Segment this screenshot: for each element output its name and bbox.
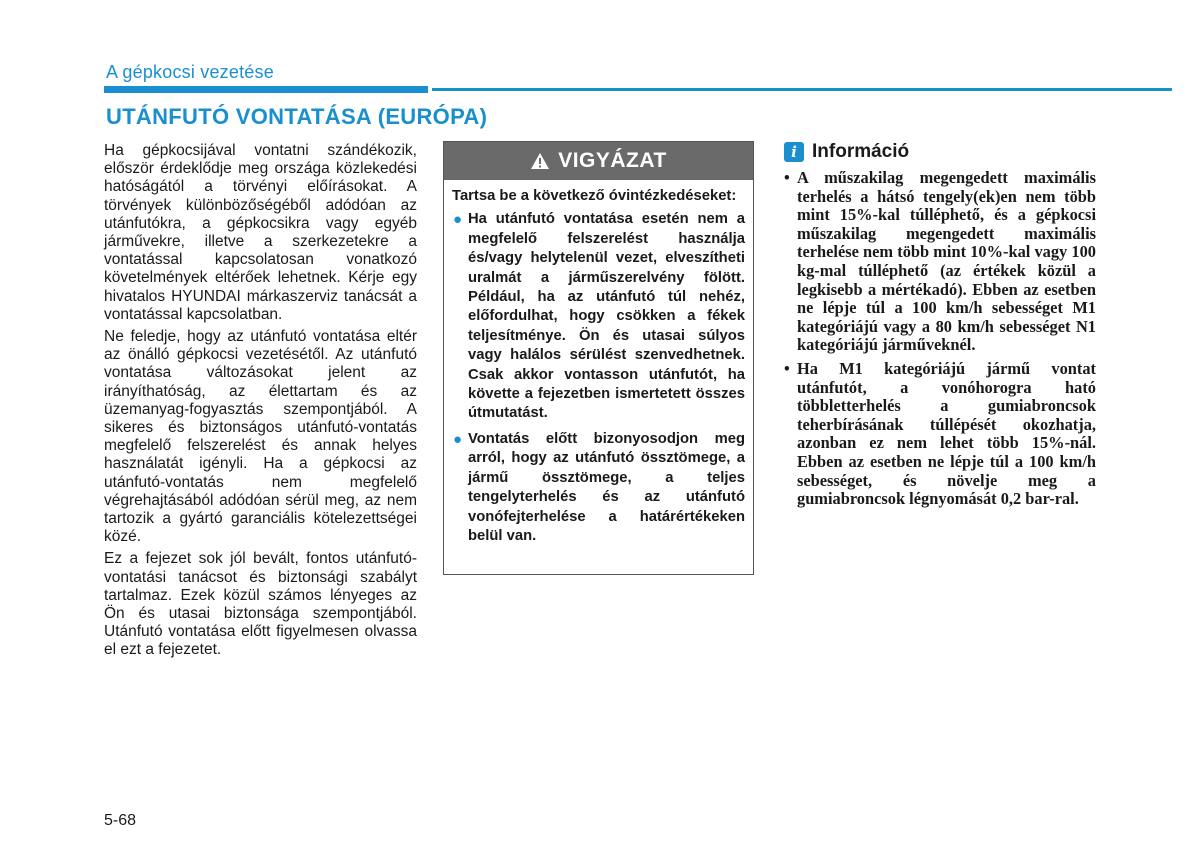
bullet-icon: • — [784, 168, 790, 187]
caution-item-text: Ha utánfutó vontatása esetén nem a megfelelő felszerelést használja és/vagy helytelenül vezet, elveszítheti uralmát a járműszerelvény fölött. Például, ha az utánfutó túl nehéz, előfordulhat, hogy csökken a fékek teljesítménye. Ön és utasai súlyos vagy halálos sérülést szenvedhetnek. Csak akkor vontasson utánfutót, ha követte a fejezetben ismertetett összes útmutatást. — [468, 211, 745, 422]
body-paragraph: Ne feledje, hogy az utánfutó vontatása eltér az önálló gépkocsi vezetésétől. Az utánfutó vontatása változásokat jelent az irányíthatóság, az élettartam és az üzemanyag-fogyasztás szempontjából. A sikeres és biztonságos utánfutó-vontatás megfelelő felszerelést és annak helyes használatát igényli. Ha a gépkocsi az utánfutó-vontatás nem megfelelő végrehajtásából adódóan sérül meg, az nem tartozik a gyártó garanciális kötelezettségei közé. — [104, 328, 417, 546]
header-divider-line — [432, 88, 1172, 91]
caution-item-text: Vontatás előtt bizonyosodjon meg arról, hogy az utánfutó össztömege, a jármű össztömege, a teljes tengelyterhelés és az utánfutó vonófejterhelése a határértékeken belül van. — [468, 430, 745, 544]
info-section — [784, 141, 1096, 514]
chapter-title: A gépkocsi vezetése — [106, 62, 274, 82]
bullet-icon: ● — [453, 430, 463, 448]
info-header — [784, 141, 1096, 163]
info-item-text: Ha M1 kategóriájú jármű vontat utánfutót, a vonóhorogra ható többletterhelés a gumiabroncsok teherbírásának túllépését okozhatja, azonban ez nem lehet több 15%-nál. Ebben az esetben ne lépje túl a 100 km/h sebességet, és növelje meg a gumiabroncsok légnyomását 0,2 bar-ral. — [797, 358, 1096, 509]
caution-title: VIGYÁZAT — [558, 149, 667, 172]
caution-list — [452, 210, 745, 546]
caution-body — [444, 180, 753, 546]
body-text-column — [104, 142, 417, 664]
body-paragraph: Ha gépkocsijával vontatni szándékozik, először érdeklődje meg országa közlekedési hatóságától a törvényi előírásokat. A törvények különbözőségéből adódóan az utánfutókra, a gépkocsikra vagy egyéb járművekre, illetve a szerkezetekre a vontatással kapcsolatosan vonatkozó követelmények eltérőek lehetnek. Kérje egy hivatalos HYUNDAI márkaszerviz tanácsát a vontatással kapcsolatban. — [104, 142, 417, 323]
warning-triangle-icon — [530, 152, 550, 170]
caution-box — [443, 141, 754, 575]
caution-intro: Tartsa be a következő óvintézkedéseket: — [452, 188, 737, 204]
page-number: 5-68 — [104, 812, 137, 829]
info-item — [784, 360, 1096, 509]
info-title: Információ — [812, 141, 910, 162]
caution-item — [452, 430, 745, 546]
bullet-icon: ● — [453, 211, 463, 229]
header-accent-bar — [104, 86, 428, 93]
body-paragraph: Ez a fejezet sok jól bevált, fontos utánfutó-vontatási tanácsot és biztonsági szabályt tartalmaz. Ezek közül számos lényeges az Ön és utasai biztonsága szempontjából. Utánfutó vontatása előtt figyelmesen olvassa el ezt a fejezetet. — [104, 550, 417, 659]
caution-item — [452, 210, 745, 423]
info-icon: i — [784, 142, 804, 162]
section-title: UTÁNFUTÓ VONTATÁSA (EURÓPA) — [106, 104, 488, 129]
caution-header — [444, 142, 753, 180]
bullet-icon: • — [784, 358, 790, 378]
info-list — [784, 169, 1096, 509]
info-item — [784, 169, 1096, 355]
info-item-text: A műszakilag megengedett maximális terhelés a hátsó tengely(ek)en nem több mint 15%-kal túlléphető, és a gépkocsi műszakilag megengedett maximális terhelése nem több mint 10%-kal vagy 100 kg-mal túlléphető (az értékek közül a legkisebb a mértékadó). Ebben az esetben ne lépje túl a 100 km/h sebességet M1 kategóriájú vagy a 80 km/h sebességet N1 kategóriájú járműveknél. — [797, 168, 1096, 355]
